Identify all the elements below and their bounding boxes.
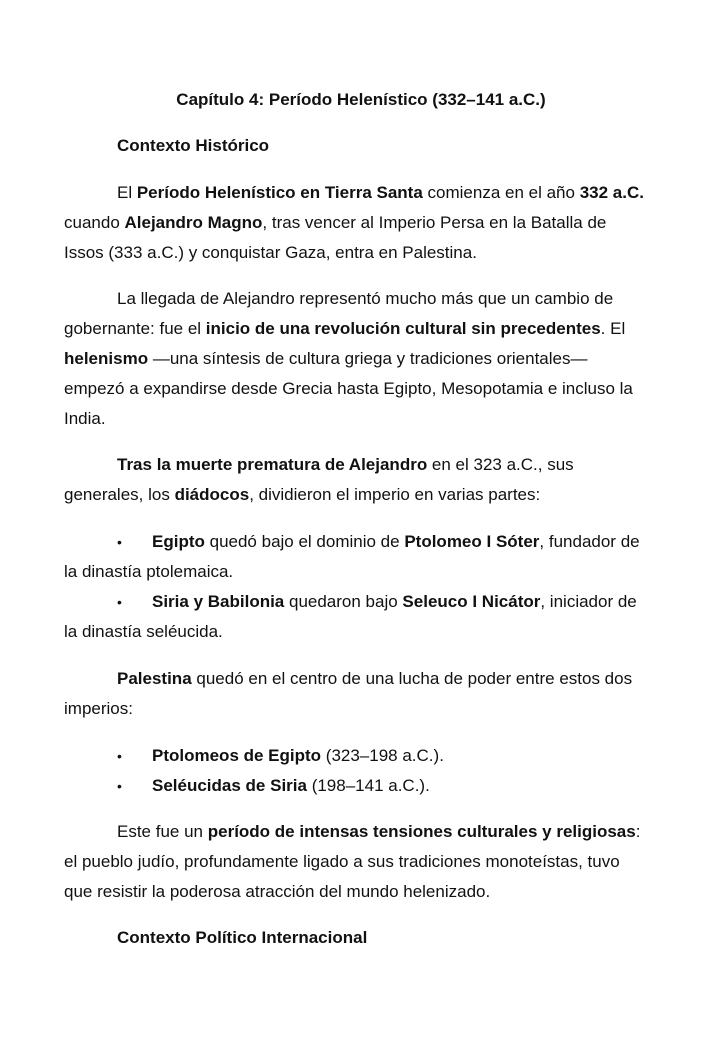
chapter-title: Capítulo 4: Período Helenístico (332–141 a.C.)	[176, 90, 546, 109]
section-heading-contexto-politico: Contexto Político Internacional	[117, 928, 368, 947]
paragraph-line	[64, 208, 664, 238]
list-item-line	[64, 771, 664, 801]
bold-text: Ptolomeos de Egipto	[152, 746, 322, 765]
list-item	[64, 527, 664, 587]
bold-text: Seleuco I Nicátor	[402, 592, 541, 611]
paragraph-line	[64, 344, 664, 374]
list-item-line: la dinastía seléucida.	[64, 622, 223, 641]
bold-text: Ptolomeo I Sóter	[404, 532, 540, 551]
bold-text: Alejandro Magno	[124, 213, 263, 232]
list-item	[64, 771, 664, 801]
paragraph-line: empezó a expandirse desde Grecia hasta Egipto, Mesopotamia e incluso la	[64, 379, 633, 398]
text: , tras vencer al Imperio Persa en la Batalla de	[262, 213, 607, 232]
paragraph-line: La llegada de Alejandro representó mucho más que un cambio de	[117, 289, 614, 308]
paragraph-line	[64, 450, 664, 480]
bold-text: Período Helenístico en Tierra Santa	[136, 183, 423, 202]
bullet-icon: •	[117, 594, 122, 610]
paragraph-line	[64, 817, 664, 847]
list-item-line	[64, 741, 664, 771]
text: (198–141 a.C.).	[306, 776, 430, 795]
text: , dividieron el imperio en varias partes:	[249, 485, 541, 504]
list-item	[64, 741, 664, 771]
text: El	[117, 183, 137, 202]
bullet-icon: •	[117, 778, 122, 794]
bullet-icon: •	[117, 748, 122, 764]
paragraph-line	[64, 314, 664, 344]
text: . El	[600, 319, 626, 338]
paragraph-line: Issos (333 a.C.) y conquistar Gaza, entra en Palestina.	[64, 243, 477, 262]
list-item-line	[64, 587, 664, 617]
bold-text: Egipto	[152, 532, 205, 551]
text: Este fue un	[117, 822, 208, 841]
text: —una síntesis de cultura griega y tradiciones orientales—	[148, 349, 588, 368]
text: quedó en el centro de una lucha de poder entre estos dos	[191, 669, 633, 688]
bold-text: 332 a.C.	[579, 183, 644, 202]
section-heading-contexto-historico: Contexto Histórico	[117, 136, 270, 155]
text: comienza en el año	[422, 183, 580, 202]
text: gobernante: fue el	[64, 319, 206, 338]
paragraph-intro	[64, 178, 664, 268]
bold-text: período de intensas tensiones culturales y religiosas	[207, 822, 636, 841]
paragraph-diadocos	[64, 450, 664, 510]
list-item-line: la dinastía ptolemaica.	[64, 562, 234, 581]
paragraph-palestina	[64, 664, 664, 724]
paragraph-line	[64, 664, 664, 694]
bold-text: inicio de una revolución cultural sin precedentes	[205, 319, 601, 338]
bold-text: Siria y Babilonia	[152, 592, 285, 611]
text: en el 323 a.C., sus	[427, 455, 574, 474]
paragraph-line: imperios:	[64, 699, 133, 718]
paragraph-helenismo	[64, 284, 664, 434]
bullet-icon: •	[117, 534, 122, 550]
paragraph-line: que resistir la poderosa atracción del mundo helenizado.	[64, 882, 491, 901]
paragraph-line: India.	[64, 409, 106, 428]
text: quedó bajo el dominio de	[204, 532, 405, 551]
bold-text: diádocos	[174, 485, 250, 504]
bold-text: Tras la muerte prematura de Alejandro	[117, 455, 428, 474]
paragraph-line: el pueblo judío, profundamente ligado a sus tradiciones monoteístas, tuvo	[64, 852, 620, 871]
text: quedaron bajo	[284, 592, 403, 611]
paragraph-line	[64, 178, 664, 208]
text: cuando	[64, 213, 125, 232]
bold-text: Palestina	[117, 669, 192, 688]
bold-text: Seléucidas de Siria	[152, 776, 307, 795]
text: generales, los	[64, 485, 175, 504]
text: (323–198 a.C.).	[321, 746, 444, 765]
list-item	[64, 587, 664, 647]
text: , iniciador de	[540, 592, 637, 611]
paragraph-tensiones	[64, 817, 664, 907]
text: , fundador de	[539, 532, 640, 551]
list-item-line	[64, 527, 664, 557]
text: :	[635, 822, 641, 841]
paragraph-line	[64, 480, 664, 510]
bold-text: helenismo	[64, 349, 149, 368]
